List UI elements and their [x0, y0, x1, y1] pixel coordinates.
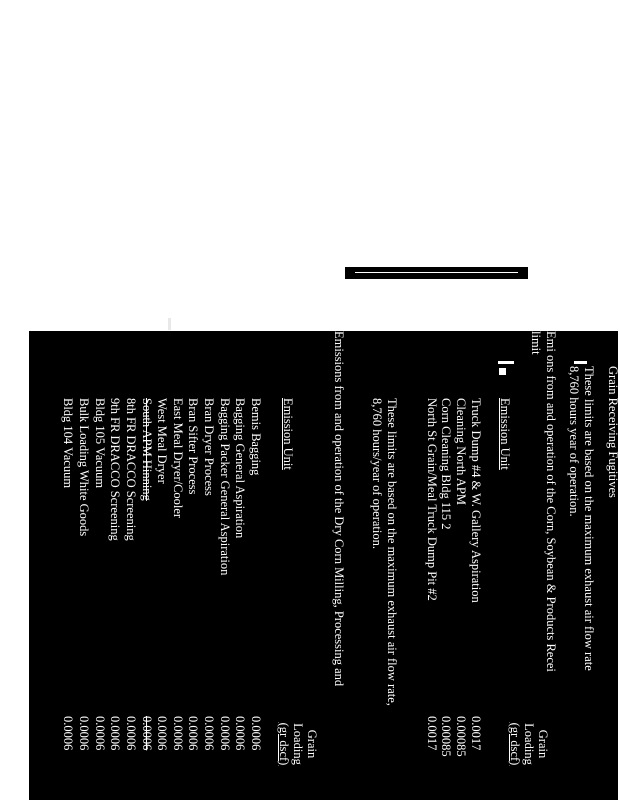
table-row-name: Bran Dryer Process — [202, 398, 217, 496]
scan-mark — [574, 361, 587, 364]
note-1-line-1: These limits are based on the maximum exhaust air flow rate — [582, 366, 596, 671]
header-cut-text: Grain Receiving Fugitives — [606, 366, 620, 498]
table-2-col-unit: Emission Unit — [281, 398, 295, 470]
table-row-name: Bldg 104 Vacuum — [61, 398, 76, 489]
note-1-line-2: 8,760 hours year of operation. — [567, 366, 582, 517]
table-row-value: 0.0017 — [424, 716, 439, 751]
table-row-value: 0.0006 — [249, 716, 263, 751]
table-row-value: 0.0006 — [233, 716, 248, 751]
table-row-name: Corn Cleaning Bldg 115 2 — [439, 398, 454, 530]
note-1 — [567, 366, 597, 671]
table-1-values — [424, 716, 483, 757]
table-row-name: 8th FR DRACCO Screening — [124, 398, 138, 541]
table-row-value: 0.00085 — [439, 716, 454, 757]
table-row-value: 0.0006 — [61, 716, 76, 751]
section-1-heading — [529, 331, 559, 672]
section-1-heading-line-1: Emi ons from and operation of the Corn, Soybean & Products Recei — [544, 331, 558, 672]
table-row-name: Bemis Bagging — [249, 398, 263, 476]
table-row-value: 0.0017 — [469, 716, 483, 751]
table-row-name: South APM Hinning — [139, 398, 154, 501]
table-row-value: 0.00085 — [454, 716, 469, 757]
table-row-value: 0.0006 — [77, 716, 92, 751]
table-2-names — [60, 398, 263, 575]
scan-mark — [499, 368, 506, 375]
table-2-col-grain-3: (gr dscf) — [277, 722, 292, 766]
table-row-value: 0.0006 — [186, 716, 201, 751]
table-row-name: North St Grain/Meal Truck Dump Pit #2 — [424, 398, 439, 601]
table-row-value: 0.0006 — [155, 716, 170, 751]
scan-mark — [498, 361, 514, 364]
table-row-value: 0.0006 — [139, 716, 154, 751]
table-row-name: 9th FR DRACCO Screening — [108, 398, 123, 541]
note-2-line-1: These limits are based on the maximum exhaust air flow rate, — [385, 398, 399, 706]
table-row-name: West Meal Dryer — [155, 398, 170, 484]
table-row-name: East Meal Dryer/Cooler — [170, 398, 185, 519]
note-2-line-2: 8,760 hours/year of operation. — [370, 398, 385, 550]
scanned-page — [29, 331, 618, 800]
redaction-bar — [345, 267, 528, 279]
table-1-col-grain-1: Grain — [536, 729, 550, 759]
table-row-value: 0.0006 — [217, 716, 232, 751]
table-row-value: 0.0006 — [124, 716, 138, 751]
table-2-col-grain-1: Grain — [305, 729, 319, 759]
table-2-col-grain — [277, 714, 318, 774]
table-row-name: Bulk Loading White Goods — [77, 398, 92, 537]
table-row-value: 0.0006 — [108, 716, 123, 751]
scan-speck — [168, 318, 171, 330]
table-row-name: Bagging Packer General Aspiration — [217, 398, 232, 576]
table-2-col-grain-2: Loading — [291, 723, 306, 765]
table-row-name: Cleaning North APM — [454, 398, 469, 505]
section-2-heading: Emissions from and operation of the Dry Corn Milling, Processing and — [332, 331, 346, 687]
table-1-col-unit: Emission Unit — [498, 398, 512, 470]
rotated-document — [29, 331, 618, 800]
table-row-name: Bagging General Aspiration — [233, 398, 248, 539]
table-row-name: Bldg 105 Vacuum — [92, 398, 107, 489]
table-1-col-grain — [508, 714, 549, 774]
table-2-values — [60, 716, 263, 750]
table-1-col-grain-3: (gr dscf) — [508, 722, 523, 766]
note-2 — [370, 398, 400, 706]
table-row-value: 0.0006 — [170, 716, 185, 751]
table-row-name: Bran Sifter Process — [186, 398, 201, 495]
section-1-heading-line-2: limit — [529, 331, 544, 355]
table-1-col-grain-2: Loading — [522, 723, 537, 765]
table-row-name: Truck Dump #4 & W. Gallery Aspiration — [469, 398, 483, 603]
table-row-value: 0.0006 — [202, 716, 217, 751]
table-row-value: 0.0006 — [92, 716, 107, 751]
table-1-names — [424, 398, 483, 603]
